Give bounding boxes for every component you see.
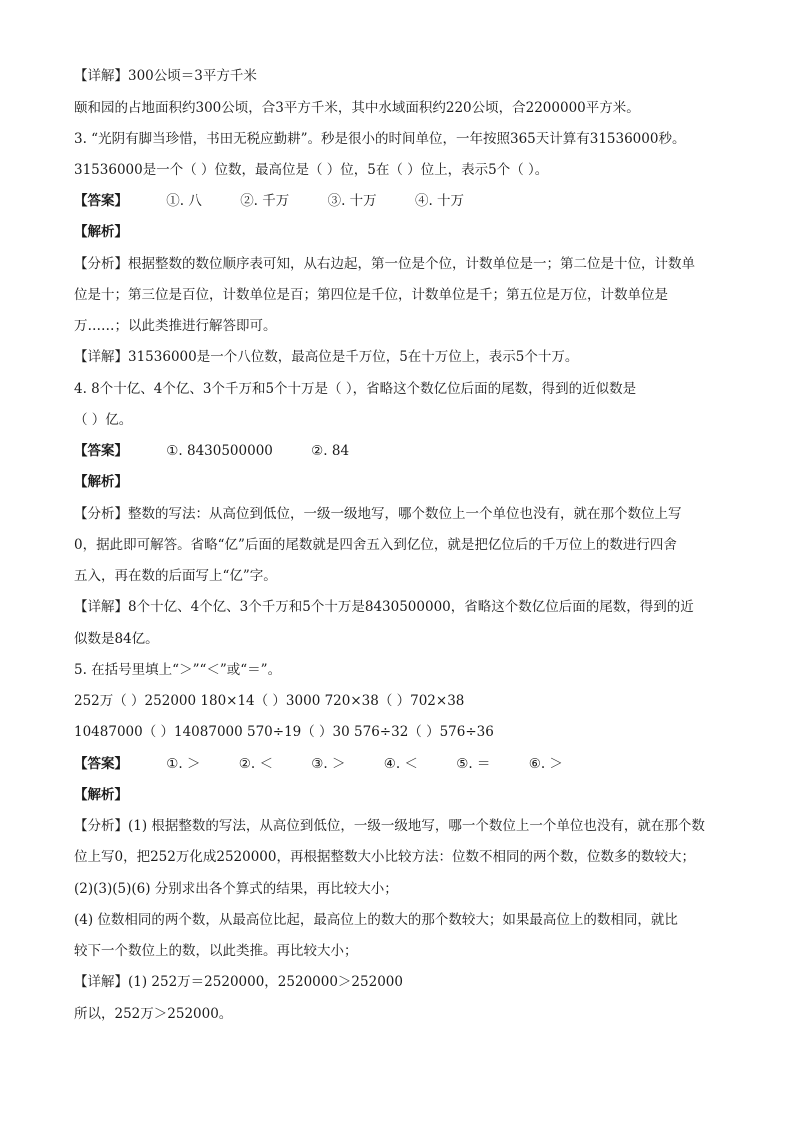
detail-text-line: 似数是84亿。 — [74, 631, 159, 647]
answer-tag: 【答案】 — [74, 756, 128, 772]
detail-text-line: 所以，252万＞252000。 — [74, 1006, 233, 1022]
answer-item: ②. 千万 — [240, 193, 290, 209]
detail-line-area-conversion: 【详解】300公顷＝3平方千米 — [74, 68, 257, 84]
question-4-stem: 4. 8个十亿、4个亿、3个千万和5个十万是（ ），省略这个数亿位后面的尾数，得到的近似数是 — [74, 381, 637, 397]
analysis-text-line: 【分析】(1) 根据整数的写法，从高位到低位，一级一级地写，哪一个数位上一个单位也没有，就在那个数 — [74, 818, 705, 834]
analysis-text-line: 【分析】根据整数的数位顺序表可知，从右边起，第一位是个位，计数单位是一；第二位是十位，计数单 — [74, 256, 695, 272]
analysis-text-line: 五入，再在数的后面写上“亿”字。 — [74, 568, 277, 584]
question-5-row-2: 10487000（ ）14087000 570÷19（ ）30 576÷32（ ）576÷36 — [74, 724, 494, 740]
answer-line-q4 — [74, 439, 349, 463]
analysis-text-line: 位是十；第三位是百位，计数单位是百；第四位是千位，计数单位是千；第五位是万位，计数单位是 — [74, 287, 668, 303]
detail-text-line: 【详解】(1) 252万＝2520000，2520000＞252000 — [74, 974, 403, 990]
analysis-text-line: (4) 位数相同的两个数，从最高位比起，最高位上的数大的那个数较大；如果最高位上的数相同，就比 — [74, 912, 678, 928]
answer-item: ②. ＜ — [238, 756, 273, 772]
answer-item: ⑤. ＝ — [456, 756, 491, 772]
question-3-blanks: 31536000是一个（ ）位数，最高位是（ ）位，5在（ ）位上，表示5个（ ）。 — [74, 162, 549, 178]
answer-item: ④. ＜ — [383, 756, 418, 772]
answer-item: ⑥. ＞ — [528, 756, 563, 772]
detail-text-line: 【详解】8个十亿、4个亿、3个千万和5个十万是8430500000，省略这个数亿位后面的尾数，得到的近 — [74, 599, 694, 615]
question-5-stem: 5. 在括号里填上“＞”“＜”或“＝”。 — [74, 662, 282, 678]
analysis-text-line: 万……；以此类推进行解答即可。 — [74, 318, 277, 334]
answer-item: ①. ＞ — [166, 756, 201, 772]
detail-text-line: 【详解】31536000是一个八位数，最高位是千万位，5在十万位上，表示5个十万。 — [74, 349, 579, 365]
question-5-row-1: 252万（ ）252000 180×14（ ）3000 720×38（ ）702×38 — [74, 693, 465, 709]
answer-item: ②. 84 — [311, 443, 350, 459]
question-4-stem-cont: （ ）亿。 — [74, 412, 133, 428]
answer-line-q5 — [74, 752, 563, 776]
answer-line-q3 — [74, 189, 464, 213]
answer-tag: 【答案】 — [74, 443, 128, 459]
answer-tag: 【答案】 — [74, 193, 128, 209]
analysis-text-line: (2)(3)(5)(6) 分别求出各个算式的结果，再比较大小； — [74, 881, 398, 897]
analysis-text-line: 较下一个数位上的数，以此类推。再比较大小； — [74, 943, 358, 959]
analysis-text-line: 0，据此即可解答。省略“亿”后面的尾数就是四舍五入到亿位，就是把亿位后的千万位上的数进行四舍 — [74, 537, 677, 553]
text-line-summer-palace: 颐和园的占地面积约300公顷，合3平方千米，其中水域面积约220公顷，合2200000平方米。 — [74, 100, 640, 116]
answer-item: ③. 十万 — [327, 193, 377, 209]
analysis-heading: 【解析】 — [74, 474, 128, 490]
answer-item: ④. 十万 — [414, 193, 465, 209]
analysis-text-line: 【分析】整数的写法：从高位到低位，一级一级地写，哪个数位上一个单位也没有，就在那个数位上写 — [74, 506, 682, 522]
answer-item: ①. 8430500000 — [166, 443, 273, 459]
analysis-heading: 【解析】 — [74, 224, 128, 240]
analysis-text-line: 位上写0，把252万化成2520000，再根据整数大小比较方法：位数不相同的两个数，位数多的数较大； — [74, 849, 695, 865]
answer-item: ③. ＞ — [311, 756, 346, 772]
answer-item: ①. 八 — [166, 193, 202, 209]
analysis-heading: 【解析】 — [74, 787, 128, 803]
question-3-stem: 3. “光阴有脚当珍惜，书田无税应勤耕”。秒是很小的时间单位，一年按照365天计算有31536000秒。 — [74, 131, 686, 147]
